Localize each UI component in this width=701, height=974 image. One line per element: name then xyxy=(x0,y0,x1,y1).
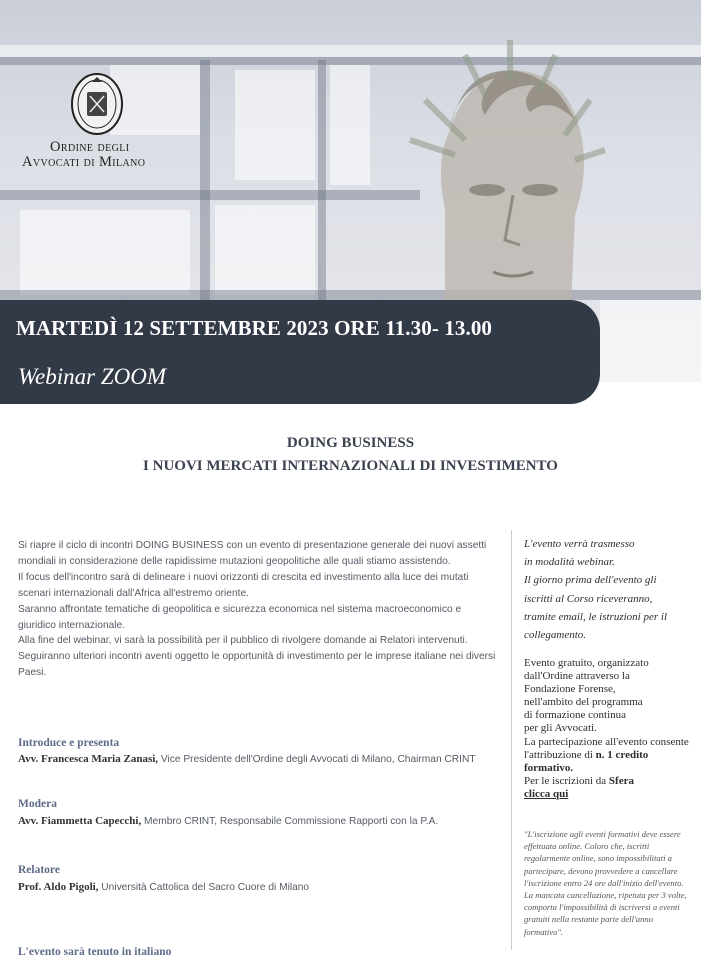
event-format: Webinar ZOOM xyxy=(18,364,167,389)
broadcast-info xyxy=(524,535,694,644)
event-banner xyxy=(0,300,600,404)
org-name-line2: Avvocati di Milano xyxy=(22,154,146,170)
org-name xyxy=(22,140,182,170)
event-title xyxy=(0,432,701,478)
speaker-name: Prof. Aldo Pigoli, xyxy=(18,881,99,893)
info-line: Fondazione Forense, xyxy=(524,683,616,696)
column-divider xyxy=(511,530,512,950)
credit-info xyxy=(524,736,694,775)
cancellation-policy: "L'iscrizione agli eventi formativi deve essere effettuata online. Coloro che, iscritti regolarmente online, sono impossibilitati a partecipare, devono provvedere a cancellare l'iscrizione entro 24 ore dall'inizio dell'evento. La mancata cancellazione, ripetuta per 3 volte, comporta l'impossibilità di iscriversi a eventi gratuiti nella restante parte dell'anno formativo". xyxy=(524,829,687,937)
description-paragraph: Saranno affrontate tematiche di geopolitica e sicurezza economica nel sistema macroeconomico e giuridico internazionale. xyxy=(18,603,462,631)
speaker-role: Vice Presidente dell'Ordine degli Avvocati di Milano, Chairman CRINT xyxy=(158,754,476,765)
description-paragraph: Il focus dell'incontro sarà di delineare i nuovi orizzonti di crescita ed investimento alla luce dei mutati scenari internazionali dall'Africa all'estremo oriente. xyxy=(18,571,469,599)
speaker-role: Università Cattolica del Sacro Cuore di Milano xyxy=(98,882,310,893)
description-paragraph: Alla fine del webinar, vi sarà la possibilità per il pubblico di rivolgere domande ai Relatori intervenuti. xyxy=(18,635,468,647)
section-body-relatore xyxy=(18,880,500,896)
language-note: L'evento sarà tenuto in italiano xyxy=(18,946,172,958)
section-label-relatore: Relatore xyxy=(18,864,60,876)
broadcast-line: iscritti al Corso riceveranno, xyxy=(524,592,653,605)
credit-amount: n. 1 credito formativo. xyxy=(524,748,649,774)
org-name-line1: Ordine degli xyxy=(50,139,130,155)
event-description xyxy=(18,538,500,681)
info-line: Evento gratuito, organizzato xyxy=(524,657,649,669)
broadcast-line: in modalità webinar. xyxy=(524,556,615,569)
section-label-modera: Modera xyxy=(18,798,57,810)
broadcast-line: L'evento verrà trasmesso xyxy=(524,538,635,550)
sfera-info xyxy=(524,775,694,801)
registration-info xyxy=(524,657,694,801)
credit-text: La partecipazione all'evento consente l'attribuzione di xyxy=(524,735,689,761)
event-title-line1: DOING BUSINESS xyxy=(286,435,415,451)
description-paragraph: Seguiranno ulteriori incontri aventi oggetto le opportunità di investimento per le imprese italiane nei diversi Paesi. xyxy=(18,651,496,679)
speaker-role: Membro CRINT, Responsabile Commissione Rapporti con la P.A. xyxy=(141,816,439,827)
event-date-time: MARTEDÌ 12 SETTEMBRE 2023 ORE 11.30- 13.00 xyxy=(16,316,493,340)
broadcast-line: Il giorno prima dell'evento gli xyxy=(524,574,657,587)
broadcast-line: collegamento. xyxy=(524,629,587,642)
info-line: nell'ambito del programma xyxy=(524,696,643,709)
sfera-text: Per le iscrizioni da xyxy=(524,774,609,787)
statue-head-image xyxy=(405,40,615,340)
event-title-line2: I NUOVI MERCATI INTERNAZIONALI DI INVESTIMENTO xyxy=(143,458,558,474)
info-line: dall'Ordine attraverso la xyxy=(524,670,630,683)
register-link[interactable]: clicca qui xyxy=(524,787,569,800)
section-body-introduce xyxy=(18,752,500,768)
bar-association-seal xyxy=(70,72,124,136)
info-line: per gli Avvocati. xyxy=(524,722,597,735)
description-paragraph: Si riapre il ciclo di incontri DOING BUSINESS con un evento di presentazione generale dei nuovi assetti mondiali in considerazione delle rapidissime mutazioni geopolitiche alle quali stiamo assistendo. xyxy=(18,540,487,567)
info-line: di formazione continua xyxy=(524,709,627,722)
sfera-name: Sfera xyxy=(608,774,634,787)
section-label-introduce: Introduce e presenta xyxy=(18,737,120,749)
speaker-name: Avv. Francesca Maria Zanasi, xyxy=(18,753,159,765)
broadcast-line: tramite email, le istruzioni per il xyxy=(524,610,667,623)
section-body-modera xyxy=(18,814,500,830)
speaker-name: Avv. Fiammetta Capecchi, xyxy=(18,815,142,827)
